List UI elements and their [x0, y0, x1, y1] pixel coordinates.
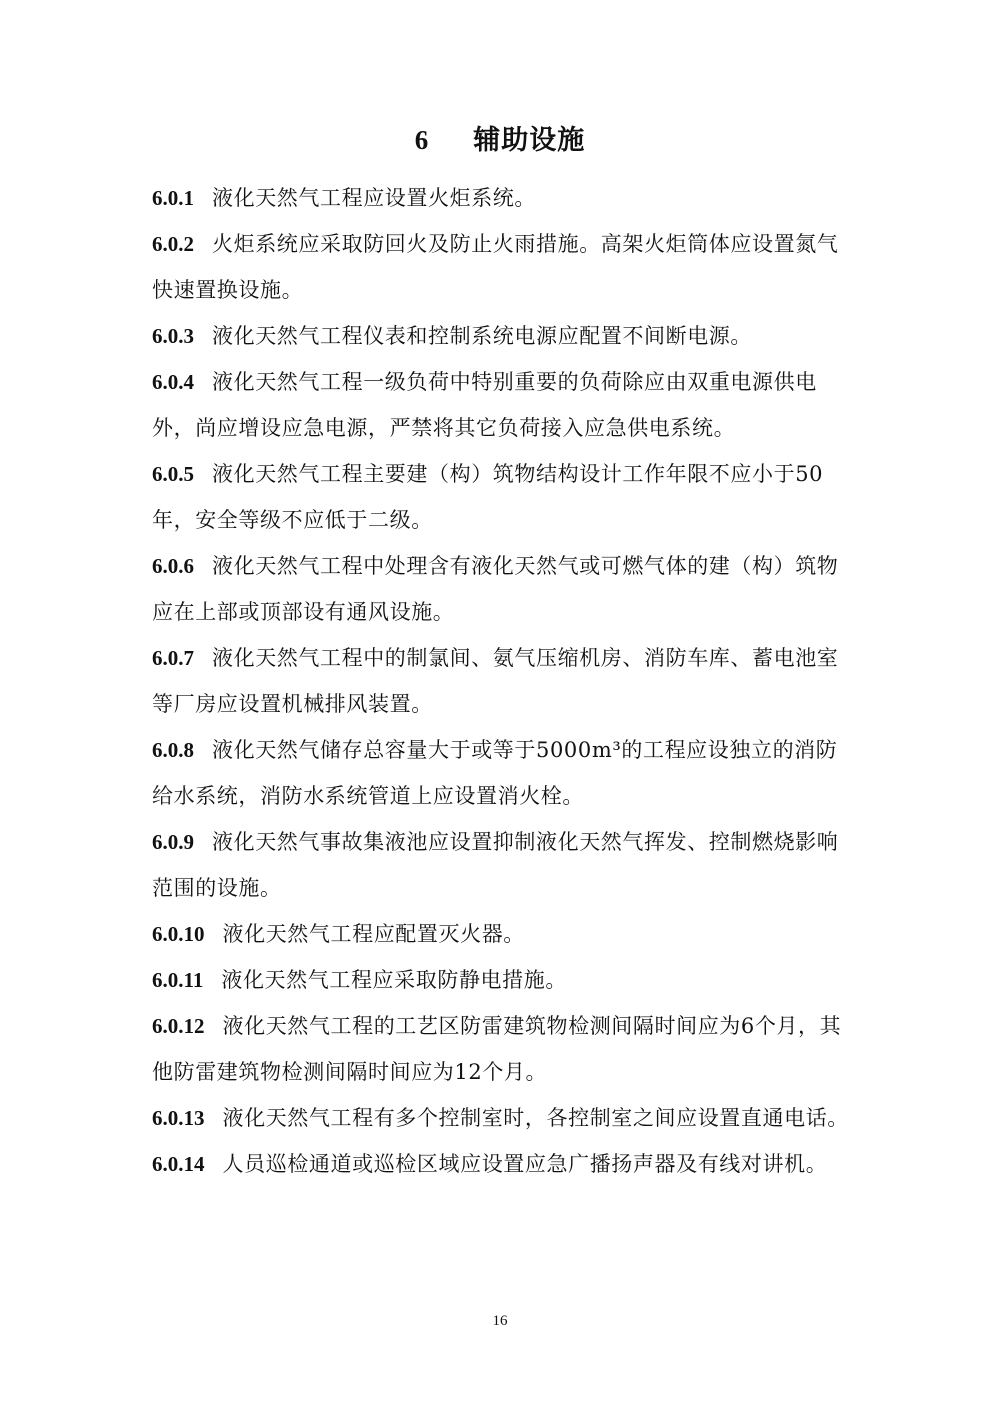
clause-text: 液化天然气事故集液池应设置抑制液化天然气挥发、控制燃烧影响范围的设施。 [152, 830, 839, 900]
clause-text: 液化天然气工程的工艺区防雷建筑物检测间隔时间应为6个月，其他防雷建筑物检测间隔时间应为12个月。 [152, 1014, 842, 1084]
clause-text: 液化天然气工程一级负荷中特别重要的负荷除应由双重电源供电外，尚应增设应急电源，严禁将其它负荷接入应急供电系统。 [152, 370, 817, 440]
clause-6-0-14 [152, 1141, 852, 1187]
clause-number: 6.0.5 [152, 462, 194, 486]
clause-number: 6.0.10 [152, 922, 205, 946]
clause-text: 液化天然气工程中的制氯间、氨气压缩机房、消防车库、蓄电池室等厂房应设置机械排风装置。 [152, 646, 839, 716]
clause-6-0-12 [152, 1003, 852, 1095]
clause-list [152, 175, 852, 1187]
clause-text: 液化天然气工程主要建（构）筑物结构设计工作年限不应小于50年，安全等级不应低于二级。 [152, 462, 824, 532]
clause-6-0-2 [152, 221, 852, 313]
section-number: 6 [414, 125, 430, 155]
clause-6-0-11 [152, 957, 852, 1003]
clause-number: 6.0.3 [152, 324, 194, 348]
clause-text: 人员巡检通道或巡检区域应设置应急广播扬声器及有线对讲机。 [222, 1152, 828, 1176]
clause-6-0-8 [152, 727, 852, 819]
clause-number: 6.0.14 [152, 1152, 205, 1176]
clause-number: 6.0.9 [152, 830, 194, 854]
clause-number: 6.0.4 [152, 370, 194, 394]
clause-text: 液化天然气工程仪表和控制系统电源应配置不间断电源。 [212, 324, 752, 348]
clause-number: 6.0.11 [152, 968, 204, 992]
clause-text: 液化天然气工程应配置灭火器。 [222, 922, 525, 946]
clause-number: 6.0.12 [152, 1014, 205, 1038]
clause-6-0-13 [152, 1095, 852, 1141]
clause-text: 液化天然气工程有多个控制室时，各控制室之间应设置直通电话。 [222, 1106, 849, 1130]
clause-6-0-5 [152, 451, 852, 543]
clause-6-0-10 [152, 911, 852, 957]
clause-number: 6.0.7 [152, 646, 194, 670]
clause-number: 6.0.8 [152, 738, 194, 762]
clause-text: 液化天然气工程应采取防静电措施。 [221, 968, 567, 992]
clause-text: 火炬系统应采取防回火及防止火雨措施。高架火炬筒体应设置氮气快速置换设施。 [152, 232, 839, 302]
clause-6-0-6 [152, 543, 852, 635]
clause-6-0-3 [152, 313, 852, 359]
clause-6-0-9 [152, 819, 852, 911]
page-number: 16 [492, 1313, 508, 1329]
clause-number: 6.0.6 [152, 554, 194, 578]
clause-6-0-4 [152, 359, 852, 451]
clause-number: 6.0.2 [152, 232, 194, 256]
section-heading [0, 118, 1000, 157]
clause-text: 液化天然气工程中处理含有液化天然气或可燃气体的建（构）筑物应在上部或顶部设有通风设施。 [152, 554, 839, 624]
section-title: 辅助设施 [473, 125, 586, 156]
clause-6-0-7 [152, 635, 852, 727]
clause-number: 6.0.1 [152, 186, 194, 210]
clause-text: 液化天然气工程应设置火炬系统。 [212, 186, 536, 210]
clause-number: 6.0.13 [152, 1106, 205, 1130]
clause-6-0-1 [152, 175, 852, 221]
clause-text: 液化天然气储存总容量大于或等于5000m³的工程应设独立的消防给水系统，消防水系统管道上应设置消火栓。 [152, 738, 838, 808]
